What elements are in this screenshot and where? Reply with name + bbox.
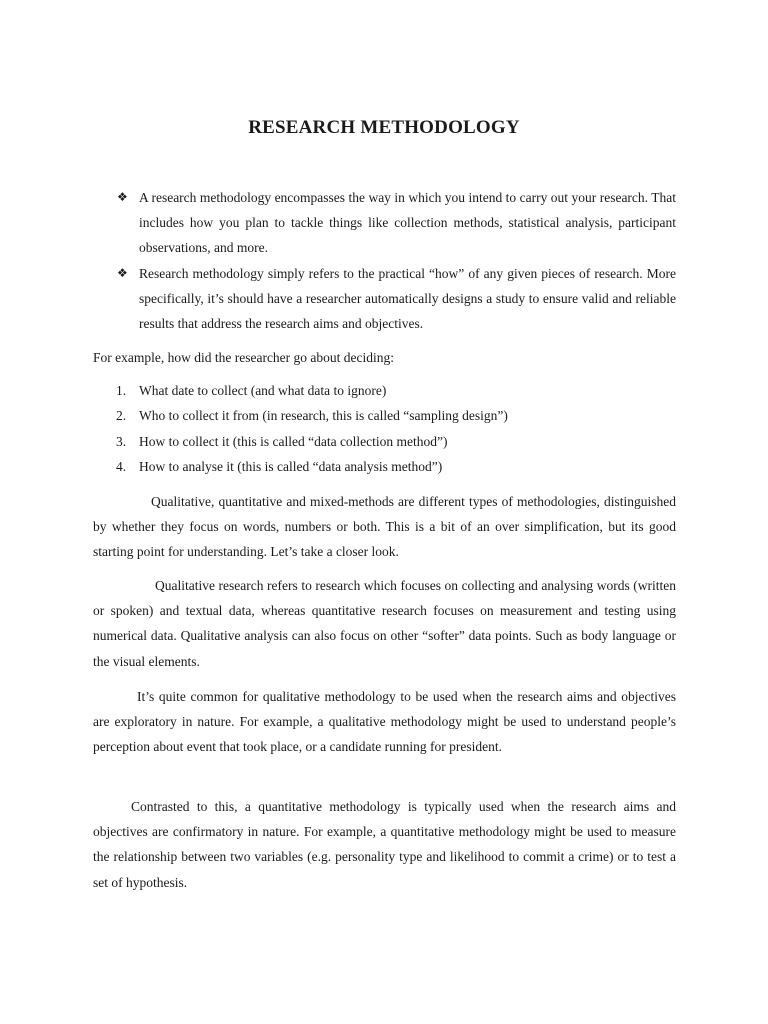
numbered-list (93, 378, 676, 480)
list-number: 4. (116, 459, 127, 475)
list-number: 3. (116, 433, 127, 449)
body-paragraph: It’s quite common for qualitative methodology to be used when the research aims and objectives are exploratory in nature. For example, a qualitative methodology might be used to understand people’s perception about event that took place, or a candidate running for president. (93, 689, 676, 755)
body-paragraph: Qualitative research refers to research which focuses on collecting and analysing words (written or spoken) and textual data, whereas quantitative research focuses on measurement and testing using numerical data. Qualitative analysis can also focus on other “softer” data points. Such as body language or the visual elements. (93, 578, 676, 669)
list-number: 1. (116, 383, 127, 398)
list-number: 2. (116, 408, 127, 424)
bullet-list (93, 185, 676, 336)
body-paragraph: Contrasted to this, a quantitative methodology is typically used when the research aims and objectives are confirmatory in nature. For example, a quantitative methodology might be used to measure the relationship between two variables (e.g. personality type and likelihood to commit a crime) or to test a set of hypothesis. (93, 799, 676, 890)
numbered-item (93, 454, 676, 479)
numbered-item-text: How to analyse it (this is called “data analysis method”) (139, 459, 443, 475)
bullet-item (93, 261, 676, 337)
intro-paragraph: For example, how did the researcher go about deciding: (93, 350, 395, 365)
bullet-text: Research methodology simply refers to the practical “how” of any given pieces of research. More specifically, it’s should have a researcher automatically designs a study to ensure valid and reliable results that address the research aims and objectives. (139, 265, 676, 332)
body-paragraph: Qualitative, quantitative and mixed-methods are different types of methodologies, distinguished by whether they focus on words, numbers or both. This is a bit of an over simplification, but its good starting point for understanding. Let’s take a closer look. (93, 494, 676, 560)
numbered-item-text: How to collect it (this is called “data collection method”) (139, 433, 448, 449)
bullet-item (93, 185, 676, 261)
numbered-item-text: What date to collect (and what data to ignore) (139, 383, 387, 398)
numbered-item (93, 429, 676, 454)
diamond-bullet-icon: ❖ (117, 265, 128, 280)
document-title: RESEARCH METHODOLOGY (248, 117, 520, 138)
numbered-item (93, 378, 676, 403)
numbered-item (93, 403, 676, 428)
numbered-item-text: Who to collect it from (in research, this is called “sampling design”) (139, 408, 508, 424)
diamond-bullet-icon: ❖ (117, 190, 128, 204)
bullet-text: A research methodology encompasses the way in which you intend to carry out your research. That includes how you plan to tackle things like collection methods, statistical analysis, participant observations, and more. (139, 190, 676, 256)
